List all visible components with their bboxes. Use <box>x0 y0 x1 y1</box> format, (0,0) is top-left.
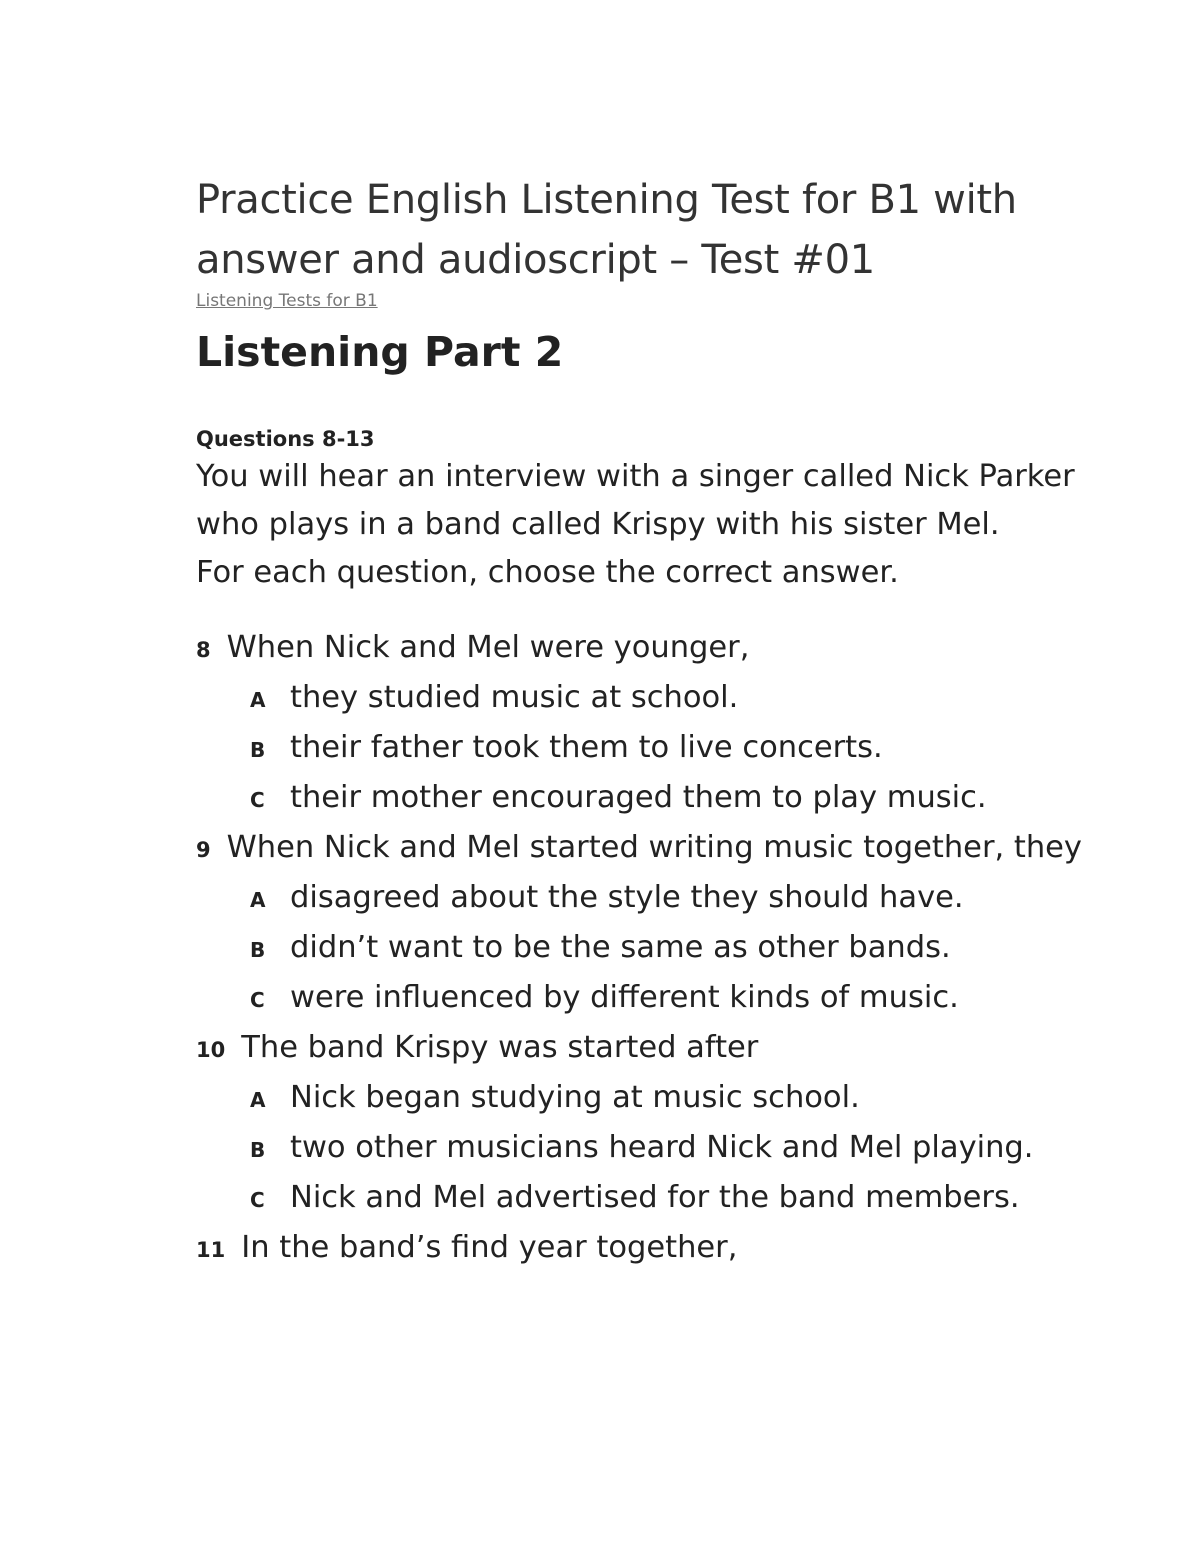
option-letter: C <box>250 988 265 1012</box>
question-list <box>196 624 1116 1274</box>
question-item <box>196 1024 1116 1074</box>
question-number: 10 <box>196 1038 226 1062</box>
answer-option[interactable] <box>196 874 1116 924</box>
document-title: Practice English Listening Test for B1 with answer and audioscript – Test #01 <box>196 177 1017 283</box>
question-item <box>196 824 1116 874</box>
option-letter: A <box>250 1088 266 1112</box>
option-letter: A <box>250 888 266 912</box>
option-text: they studied music at school. <box>290 680 739 715</box>
document-page <box>196 170 1116 1274</box>
option-letter: B <box>250 738 266 762</box>
option-text: didn’t want to be the same as other bands. <box>290 930 951 965</box>
category-link[interactable]: Listening Tests for B1 <box>196 291 378 311</box>
option-text: disagreed about the style they should have. <box>290 880 964 915</box>
question-text: The band Krispy was started after <box>241 1030 759 1065</box>
question-item <box>196 1224 1116 1274</box>
answer-option[interactable] <box>196 924 1116 974</box>
answer-option[interactable] <box>196 724 1116 774</box>
question-number: 11 <box>196 1238 226 1262</box>
instructions <box>196 453 1116 597</box>
option-text: were influenced by different kinds of music. <box>290 980 959 1015</box>
option-text: their mother encouraged them to play music. <box>290 780 987 815</box>
option-text: Nick began studying at music school. <box>290 1080 860 1115</box>
option-text: two other musicians heard Nick and Mel playing. <box>290 1130 1034 1165</box>
question-text: In the band’s find year together, <box>241 1230 738 1265</box>
option-letter: A <box>250 688 266 712</box>
question-number: 8 <box>196 638 211 662</box>
option-text: their father took them to live concerts. <box>290 730 883 765</box>
part-heading: Listening Part 2 <box>196 328 564 376</box>
answer-option[interactable] <box>196 674 1116 724</box>
answer-option[interactable] <box>196 774 1116 824</box>
option-letter: C <box>250 788 265 812</box>
question-number: 9 <box>196 838 211 862</box>
instruction-text: For each question, choose the correct answer. <box>196 555 899 590</box>
question-text: When Nick and Mel were younger, <box>226 630 750 665</box>
question-text: When Nick and Mel started writing music together, they <box>226 830 1082 865</box>
option-letter: C <box>250 1188 265 1212</box>
answer-option[interactable] <box>196 1124 1116 1174</box>
answer-option[interactable] <box>196 1174 1116 1224</box>
option-letter: B <box>250 1138 266 1162</box>
intro-text: You will hear an interview with a singer called Nick Parker who plays in a band called Krispy with his sister Mel. <box>196 459 1075 542</box>
question-item <box>196 624 1116 674</box>
answer-option[interactable] <box>196 974 1116 1024</box>
option-text: Nick and Mel advertised for the band members. <box>290 1180 1020 1215</box>
answer-option[interactable] <box>196 1074 1116 1124</box>
option-letter: B <box>250 938 266 962</box>
questions-label: Questions 8-13 <box>196 427 375 451</box>
